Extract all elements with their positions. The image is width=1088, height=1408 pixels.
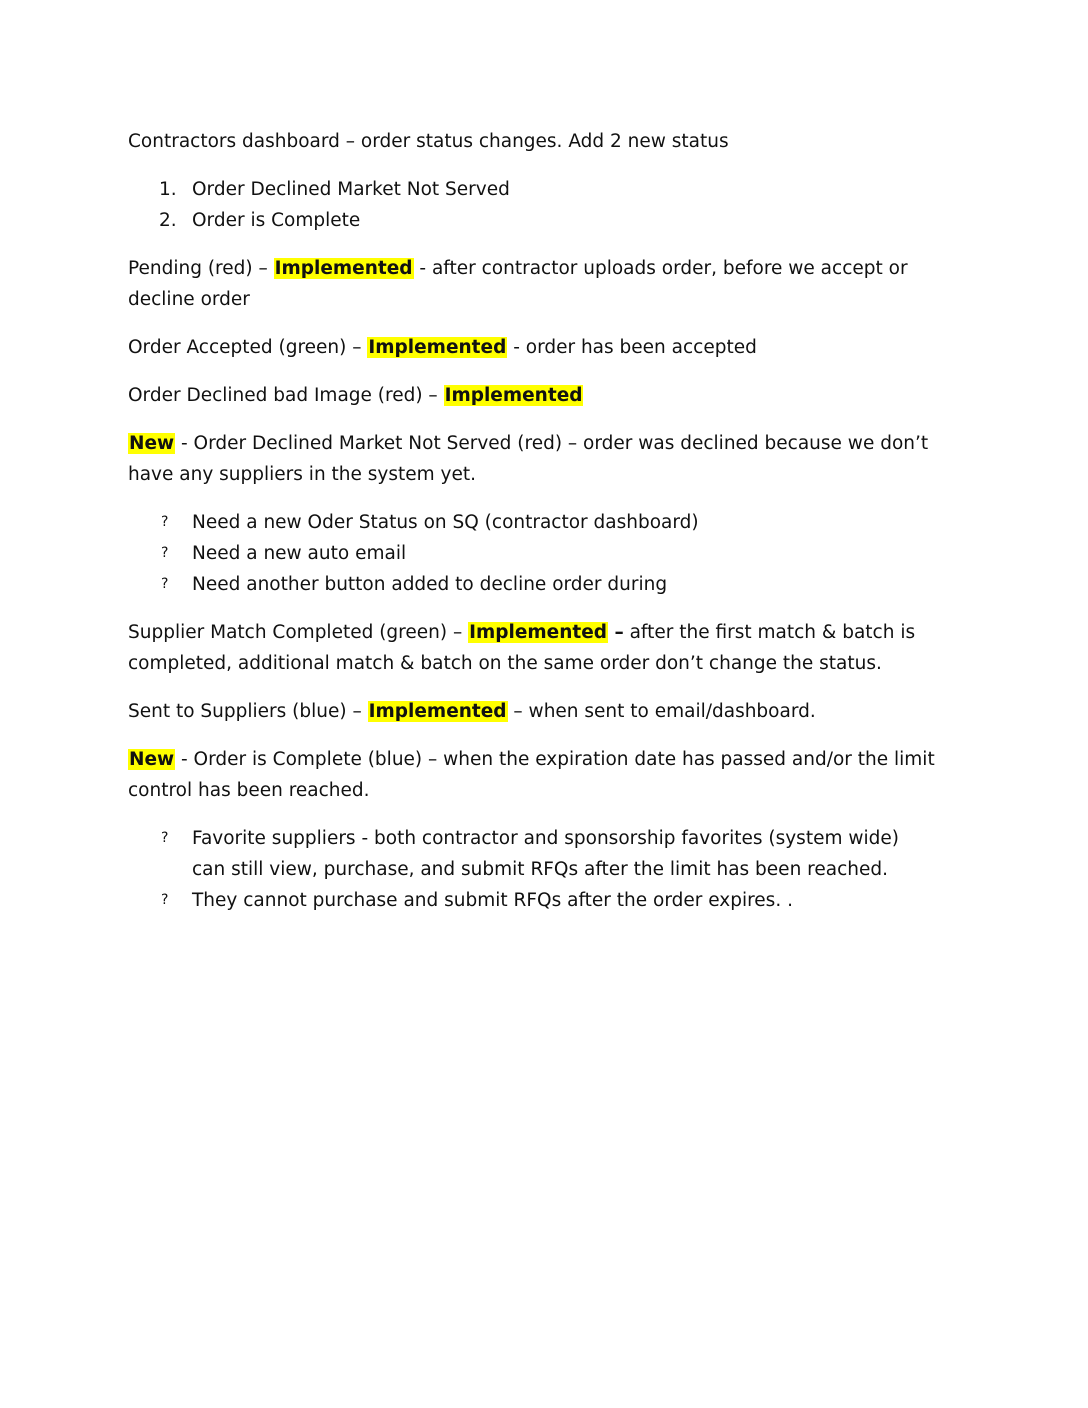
bullet-marker: ? bbox=[161, 514, 169, 530]
implemented-tag: Implemented bbox=[444, 385, 583, 406]
bullet-marker: ? bbox=[161, 892, 169, 908]
list-item bbox=[128, 823, 938, 885]
bullet-marker: ? bbox=[161, 830, 169, 846]
status-sent-to-suppliers bbox=[128, 696, 938, 727]
bullet-marker: ? bbox=[161, 576, 169, 592]
numbered-list bbox=[128, 174, 938, 236]
new-tag: New bbox=[129, 749, 175, 770]
list-item bbox=[128, 538, 938, 569]
status-label: Order Declined bad Image (red) – bbox=[128, 385, 444, 406]
list-item-text: Need a new Oder Status on SQ (contractor dashboard) bbox=[192, 512, 699, 533]
order-complete-bullets bbox=[128, 823, 938, 916]
status-description: - after contractor uploads order, before we accept or decline order bbox=[128, 258, 908, 310]
status-description: - order has been accepted bbox=[507, 337, 757, 358]
status-label: Pending (red) – bbox=[128, 258, 274, 279]
list-item-text: Need a new auto email bbox=[192, 543, 407, 564]
status-label: Order Accepted (green) – bbox=[128, 337, 368, 358]
status-description: - Order is Complete (blue) – when the expiration date has passed and/or the limit control has been reached. bbox=[128, 749, 935, 801]
status-pending bbox=[128, 253, 938, 315]
list-item bbox=[128, 569, 938, 600]
list-item bbox=[128, 174, 938, 205]
bullet-marker: ? bbox=[161, 545, 169, 561]
list-item bbox=[128, 507, 938, 538]
implemented-tag: Implemented bbox=[368, 337, 507, 358]
document-body bbox=[128, 126, 938, 933]
new-tag: New bbox=[129, 433, 175, 454]
status-description: – when sent to email/dashboard. bbox=[507, 701, 816, 722]
status-description: - Order Declined Market Not Served (red) – order was declined because we don’t have any suppliers in the system yet. bbox=[128, 433, 929, 485]
list-item-text: Order is Complete bbox=[192, 210, 361, 231]
list-item bbox=[128, 205, 938, 236]
list-number: 1. bbox=[159, 179, 177, 200]
status-declined-bad-image bbox=[128, 380, 938, 411]
list-item bbox=[128, 885, 938, 916]
list-number: 2. bbox=[159, 210, 177, 231]
bold-dash: – bbox=[608, 622, 624, 643]
implemented-tag: Implemented bbox=[469, 622, 608, 643]
status-supplier-match bbox=[128, 617, 938, 679]
declined-market-bullets bbox=[128, 507, 938, 600]
list-item-text: Order Declined Market Not Served bbox=[192, 179, 510, 200]
status-declined-market bbox=[128, 428, 938, 490]
status-accepted bbox=[128, 332, 938, 363]
status-description: after the first match & batch is completed, additional match & batch on the same order don’t change the status. bbox=[128, 622, 916, 674]
list-item-text: They cannot purchase and submit RFQs after the order expires. . bbox=[192, 890, 793, 911]
status-order-complete bbox=[128, 744, 938, 806]
implemented-tag: Implemented bbox=[274, 258, 413, 279]
status-label: Sent to Suppliers (blue) – bbox=[128, 701, 368, 722]
intro-paragraph: Contractors dashboard – order status changes. Add 2 new status bbox=[128, 131, 729, 152]
list-item-text: Favorite suppliers - both contractor and sponsorship favorites (system wide) can still view, purchase, and submit RFQs after the limit has been reached. bbox=[192, 828, 899, 880]
implemented-tag: Implemented bbox=[368, 701, 507, 722]
list-item-text: Need another button added to decline order during bbox=[192, 574, 668, 595]
status-label: Supplier Match Completed (green) – bbox=[128, 622, 469, 643]
